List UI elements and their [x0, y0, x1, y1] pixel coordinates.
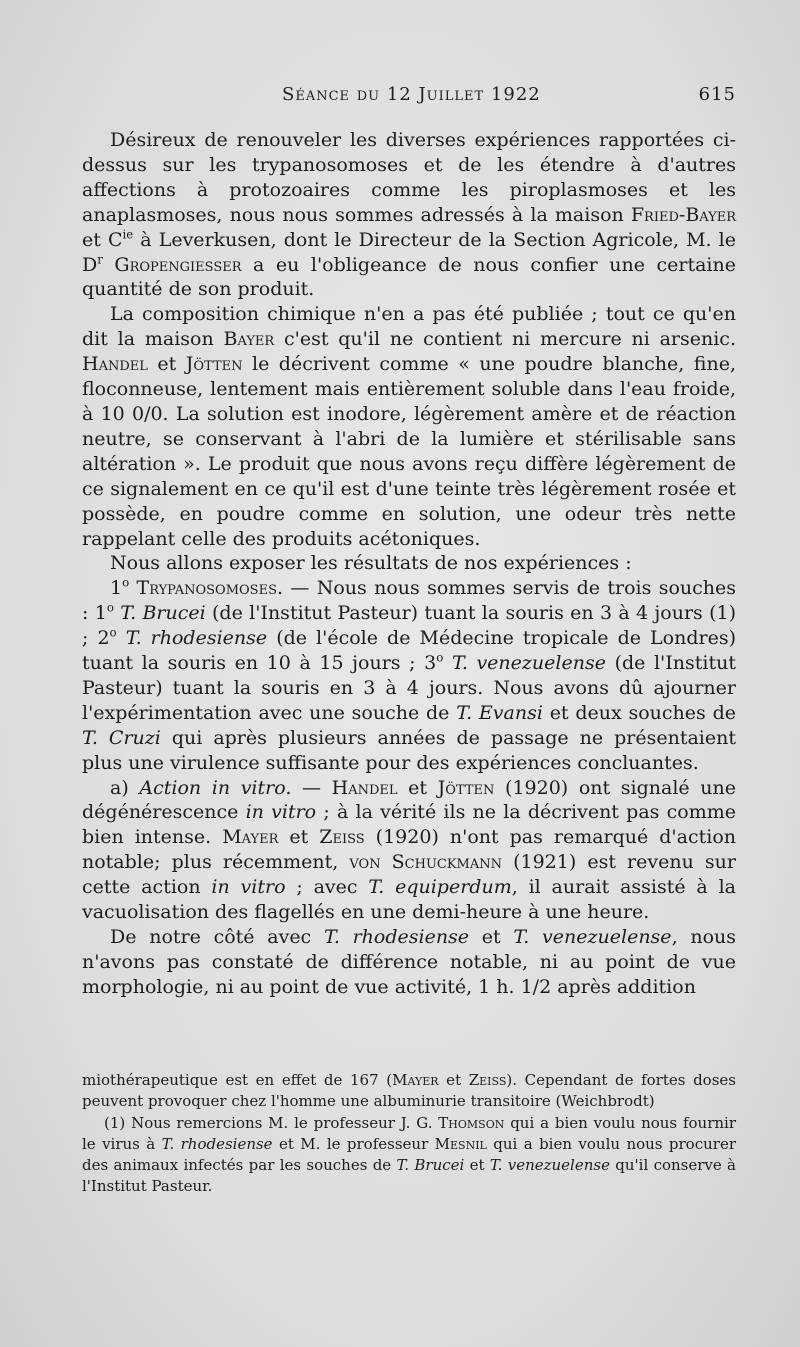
page-number: 615: [698, 84, 736, 105]
species-name: T. Cruzi: [82, 726, 161, 749]
paragraph-5: a) Action in vitro. — Handel et Jötten (1920) ont signalé une dégénérescence in vitro ; à la vérité ils ne la décrivent pas comme bien intense. Mayer et Zeiss (1920) n'ont pas remarqué d'action notable; plus récemment, von Schuckmann (1921) est revenu sur cette action in vitro ; avec T. equiperdum, il aurait assisté à la vacuolisation des flagellés en une demi-heure à une heure.: [82, 776, 737, 924]
paragraph-2: La composition chimique n'en a pas été publiée ; tout ce qu'en dit la maison Bayer c'est qu'il ne contient ni mercure ni arsenic. Handel et Jötten le décrivent comme « une poudre blanche, fine, floconneuse, lentement mais entièrement soluble dans l'eau froide, à 10 0/0. La solution est inodore, légèrement amère et de réaction neutre, se conservant à l'abri de la lumière et stérilisable sans altération ». Le produit que nous avons reçu diffère légèrement de ce signalement en ce qu'il est d'une teinte très légèrement rosée et possède, en poudre comme en solution, une odeur très nette rappelant celle des produits acétoniques.: [82, 303, 736, 550]
author-name: Jötten: [437, 776, 495, 799]
running-head: Séance du 12 Juillet 1922: [282, 84, 541, 105]
species-name: T. Brucei: [396, 1156, 465, 1175]
footnote-1: (1) Nous remercions M. le professeur J. G. Thomson qui a bien voulu nous fournir le virus à T. rhodesiense et M. le professeur Mesnil qui a bien voulu nous procurer des animaux infectés par les souches de T. Brucei et T. venezuelense qu'il conserve à l'Institut Pasteur.: [82, 1113, 737, 1196]
main-text: [82, 128, 736, 1000]
footnotes: [82, 1070, 736, 1198]
species-name: T. rhodesiense: [323, 926, 470, 948]
paragraph-3: Nous allons exposer les résultats de nos expériences :: [110, 552, 632, 575]
species-name: T. equiperdum: [368, 876, 512, 899]
paragraph-6: De notre côté avec T. rhodesiense et T. venezuelense, nous n'avons pas constaté de différence notable, ni au point de vue morphologie, ni au point de vue activité, 1 h. 1/2 après addition: [82, 926, 736, 998]
page-header: [82, 84, 736, 114]
author-name: Thomson: [438, 1113, 505, 1132]
subsection-heading: Action in vitro.: [139, 776, 292, 799]
author-name: von Schuckmann: [349, 851, 503, 874]
author-name: Mayer: [392, 1071, 439, 1089]
species-name: T. venezuelense: [489, 1156, 610, 1175]
author-name: Mayer: [222, 826, 279, 849]
author-name: Zeiss: [468, 1071, 507, 1089]
species-name: T. venezuelense: [513, 926, 672, 948]
author-name: Handel: [82, 353, 148, 376]
species-name: T. Brucei: [120, 602, 206, 625]
paragraph-1: Désireux de renouveler les diverses expériences rapportées ci-dessus sur les trypanosomoses et de les étendre à d'autres affections à protozoaires comme les piroplasmoses et les anaplasmoses, nous nous sommes adressés à la maison Fried-Bayer et $C^{ie}$ à Leverkusen, dont le Directeur de la Section Agricole, M. le $D^r$ Gropengiesser a eu l'obligeance de nous confier une certaine quantité de son produit.: [82, 129, 736, 301]
author-name: Handel: [331, 776, 398, 799]
author-name: Jötten: [185, 353, 243, 376]
paragraph-4: 1$^o$ Trypanosomoses. — Nous nous sommes servis de trois souches : 1$^o$ T. Brucei (de l'Institut Pasteur) tuant la souris en 3 à 4 jours (1) ; 2$^o$ T. rhodesiense (de l'école de Médecine tropicale de Londres) tuant la souris en 10 à 15 jours ; 3$^o$ T. venezuelense (de l'Institut Pasteur) tuant la souris en 3 à 4 jours. Nous avons dû ajourner l'expérimentation avec une souche de T. Evansi et deux souches de T. Cruzi qui après plusieurs années de passage ne présentaient plus une virulence suffisante pour des expériences concluantes.: [82, 575, 737, 774]
company-name: Fried-Bayer: [630, 203, 736, 226]
author-name: Zeiss: [319, 826, 365, 849]
section-heading: Trypanosomoses.: [136, 577, 284, 600]
author-name: Mesnil: [434, 1134, 487, 1153]
species-name: T. Evansi: [456, 701, 543, 724]
species-name: T. venezuelense: [451, 652, 606, 675]
author-name: Gropengiesser: [114, 253, 242, 276]
species-name: T. rhodesiense: [125, 627, 268, 650]
company-name: Bayer: [223, 328, 275, 351]
footnote-continuation: miothérapeutique est en effet de 167 (Mayer et Zeiss). Cependant de fortes doses peuvent provoquer chez l'homme une albuminurie transitoire (Weichbrodt): [82, 1071, 736, 1111]
species-name: T. rhodesiense: [161, 1134, 273, 1153]
